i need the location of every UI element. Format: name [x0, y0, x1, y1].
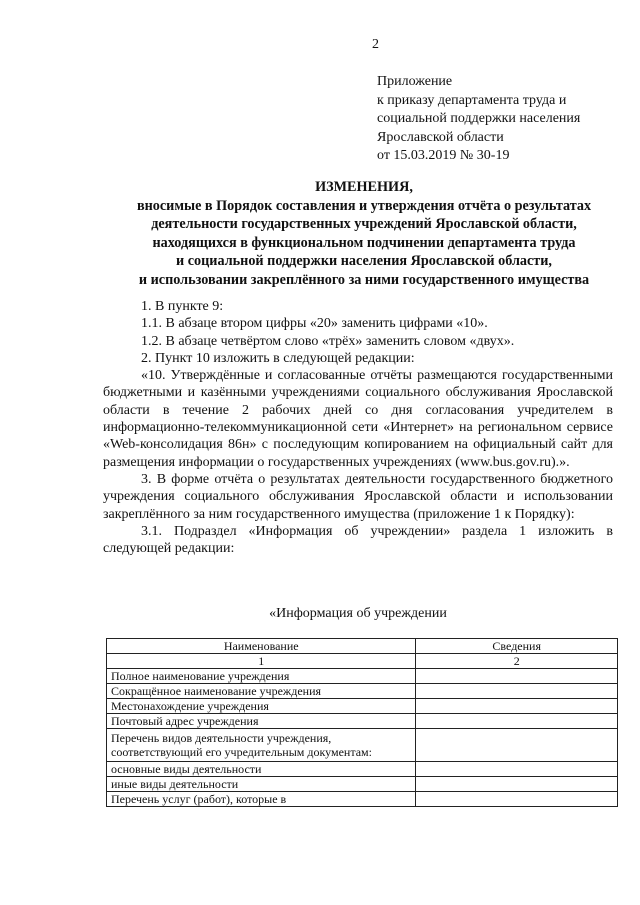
table-row: [107, 792, 618, 807]
table-cell-name: Местонахождение учреждения: [107, 699, 416, 714]
table-caption: «Информация об учреждении: [269, 606, 447, 621]
page-number: 2: [372, 37, 379, 52]
table-header-row: [107, 639, 618, 654]
table-row: [107, 714, 618, 729]
appendix-block: [377, 73, 580, 166]
paragraph-1-2: 1.2. В абзаце четвёртом слово «трёх» заменить словом «двух».: [141, 333, 515, 349]
title-line: и социальной поддержки населения Ярославской области,: [176, 253, 552, 269]
document-title: [100, 178, 628, 289]
table-cell-name: Перечень видов деятельности учреждения, соответствующий его учредительным документам:: [107, 729, 416, 762]
title-line: ИЗМЕНЕНИЯ,: [315, 179, 413, 195]
table-row: [107, 777, 618, 792]
table-row: [107, 684, 618, 699]
table-cell-value: [416, 777, 618, 792]
table-cell-value: [416, 699, 618, 714]
table-cell-name: основные виды деятельности: [107, 762, 416, 777]
appendix-line: от 15.03.2019 № 30-19: [377, 148, 510, 163]
document-body: [103, 298, 613, 557]
table-cell-value: [416, 762, 618, 777]
appendix-line: социальной поддержки населения: [377, 111, 581, 126]
table-cell-name: Почтовый адрес учреждения: [107, 714, 416, 729]
table-cell-name: Перечень услуг (работ), которые в: [107, 792, 416, 807]
paragraph-1-1: 1.1. В абзаце втором цифры «20» заменить цифрами «10».: [141, 316, 488, 332]
table-cell-value: [416, 714, 618, 729]
table-row: [107, 669, 618, 684]
table-row: [107, 729, 618, 762]
appendix-line: Ярославской области: [377, 129, 504, 145]
table-cell-value: [416, 684, 618, 699]
table-cell-name: Полное наименование учреждения: [107, 669, 416, 684]
table-cell-name: иные виды деятельности: [107, 777, 416, 792]
table-cell-value: [416, 669, 618, 684]
table-cell-value: [416, 729, 618, 762]
paragraph-2: 2. Пункт 10 изложить в следующей редакции:: [141, 350, 415, 366]
paragraph-2-quote: «10. Утверждённые и согласованные отчёты размещаются государственными бюджетными и казёнными учреждениями социального обслуживания Ярославской области в течение 2 рабочих дней со дня согласования учредителем в информационно-телекоммуникационной сети «Интернет» на региональном сервисе «Web-консолидация 86н» с последующим копированием на официальный сайт для размещения информации о государственных учреждениях (www.bus.gov.ru).».: [103, 368, 613, 470]
title-line: и использовании закреплённого за ними государственного имущества: [138, 271, 590, 288]
info-table: [106, 638, 618, 807]
paragraph-1: 1. В пункте 9:: [141, 299, 224, 314]
table-cell-name: Сокращённое наименование учреждения: [107, 684, 416, 699]
appendix-line: Приложение: [377, 74, 453, 89]
title-line: находящихся в функциональном подчинении департамента труда: [152, 234, 576, 251]
table-header-cell: Наименование: [107, 639, 416, 654]
table-row: [107, 699, 618, 714]
paragraph-3: 3. В форме отчёта о результатах деятельности государственного бюджетного учреждения социального обслуживания Ярославской области и использовании закреплённого за ним государственного имущества (приложение 1 к Порядку):: [103, 471, 613, 522]
table-number-cell: 2: [416, 654, 618, 669]
table-number-row: [107, 654, 618, 669]
table-header-cell: Сведения: [416, 639, 618, 654]
appendix-line: к приказу департамента труда и: [377, 92, 567, 108]
table-row: [107, 762, 618, 777]
title-line: деятельности государственных учреждений Ярославской области,: [151, 216, 577, 232]
title-line: вносимые в Порядок составления и утверждения отчёта о результатах: [136, 197, 592, 214]
paragraph-3-1: 3.1. Подраздел «Информация об учреждении» раздела 1 изложить в следующей редакции:: [103, 523, 613, 557]
table-number-cell: 1: [107, 654, 416, 669]
table-cell-value: [416, 792, 618, 807]
